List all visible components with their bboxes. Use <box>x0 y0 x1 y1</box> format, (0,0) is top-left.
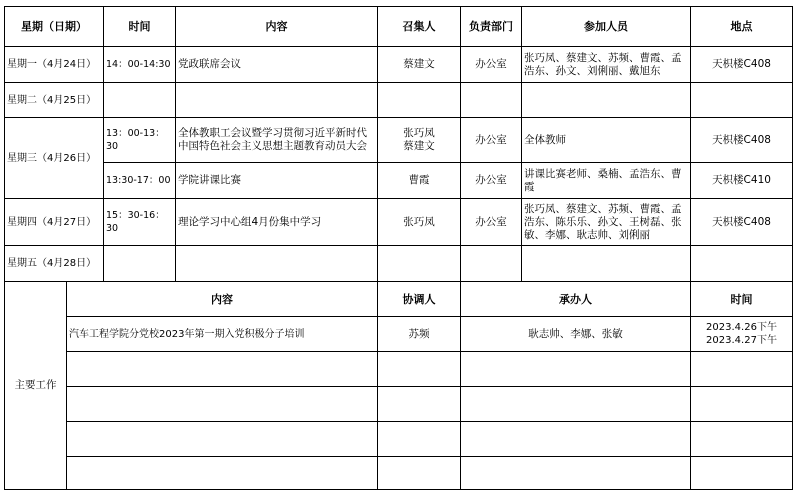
header-convener: 召集人 <box>402 20 436 33</box>
day-wednesday: 星期三（4月26日） <box>7 152 97 164</box>
day-thursday: 星期四（4月27日） <box>7 216 97 228</box>
meeting-content <box>176 118 377 162</box>
main-work-header-coordinator: 协调人 <box>402 292 436 306</box>
main-work-item-content: 汽车工程学院分党校2023年第一期入党积极分子培训 <box>69 328 305 340</box>
main-work-item-time-1: 2023.4.26下午 <box>706 322 777 333</box>
meeting-location: 天枳楼C408 <box>712 215 771 228</box>
participants-text: 张巧凤、蔡建文、苏频、曹霞、孟浩东、孙文、刘俐丽、戴旭东 <box>524 51 682 77</box>
header-location: 地点 <box>730 20 753 33</box>
meeting-participants: 全体教师 <box>524 133 566 146</box>
meeting-department: 办公室 <box>475 174 507 186</box>
meeting-participants <box>522 163 690 198</box>
participants-text: 张巧凤、蔡建文、苏频、曹霞、孟浩东、陈乐乐、孙文、王树磊、张敏、李娜、耿志帅、刘俐丽 <box>524 202 682 241</box>
meeting-convener: 张巧凤 <box>403 215 435 228</box>
header-content: 内容 <box>265 20 288 33</box>
header-time: 时间 <box>128 20 151 33</box>
meeting-department: 办公室 <box>475 215 507 228</box>
header-department: 负责部门 <box>469 20 513 33</box>
content-text: 全体教职工会议暨学习贯彻习近平新时代中国特色社会主义思想主题教育动员大会 <box>178 127 367 152</box>
meeting-content: 学院讲课比赛 <box>178 174 241 186</box>
main-work-item-time-2: 2023.4.27下午 <box>706 335 777 346</box>
day-tuesday: 星期二（4月25日） <box>7 94 97 106</box>
meeting-convener: 曹霞 <box>408 174 430 186</box>
meeting-convener: 张巧凤 蔡建文 <box>403 127 435 152</box>
main-work-item-handler: 耿志帅、李娜、张敏 <box>528 327 623 340</box>
meeting-location: 天枳楼C410 <box>712 174 771 186</box>
main-work-header-time: 时间 <box>730 292 753 306</box>
meeting-location: 天枳楼C408 <box>712 58 771 70</box>
header-participants: 参加人员 <box>584 20 628 33</box>
day-monday: 星期一（4月24日） <box>7 59 97 70</box>
meeting-time: 13:30-17：00 <box>106 175 171 186</box>
meeting-department: 办公室 <box>475 133 507 146</box>
day-friday: 星期五（4月28日） <box>7 258 97 269</box>
participants-text: 讲课比赛老师、桑楠、孟浩东、曹霞 <box>524 167 682 193</box>
meeting-convener: 蔡建文 <box>403 58 435 70</box>
meeting-participants <box>522 47 690 82</box>
meeting-participants <box>522 199 690 245</box>
meeting-content: 理论学习中心组4月份集中学习 <box>178 215 322 228</box>
meeting-location: 天枳楼C408 <box>712 133 771 146</box>
meeting-time: 13：00-13：30 <box>106 128 165 152</box>
meeting-department: 办公室 <box>475 58 507 70</box>
main-work-item-time <box>691 317 792 351</box>
main-work-header-handler: 承办人 <box>559 292 592 306</box>
meeting-time: 14：00-14:30 <box>106 59 171 70</box>
header-day: 星期（日期） <box>21 20 87 33</box>
main-work-label: 主要工作 <box>14 379 57 391</box>
main-work-header-content: 内容 <box>211 292 233 306</box>
meeting-content: 党政联席会议 <box>178 58 241 70</box>
meeting-time: 15：30-16：30 <box>106 210 165 234</box>
main-work-item-coordinator: 苏频 <box>408 327 430 340</box>
